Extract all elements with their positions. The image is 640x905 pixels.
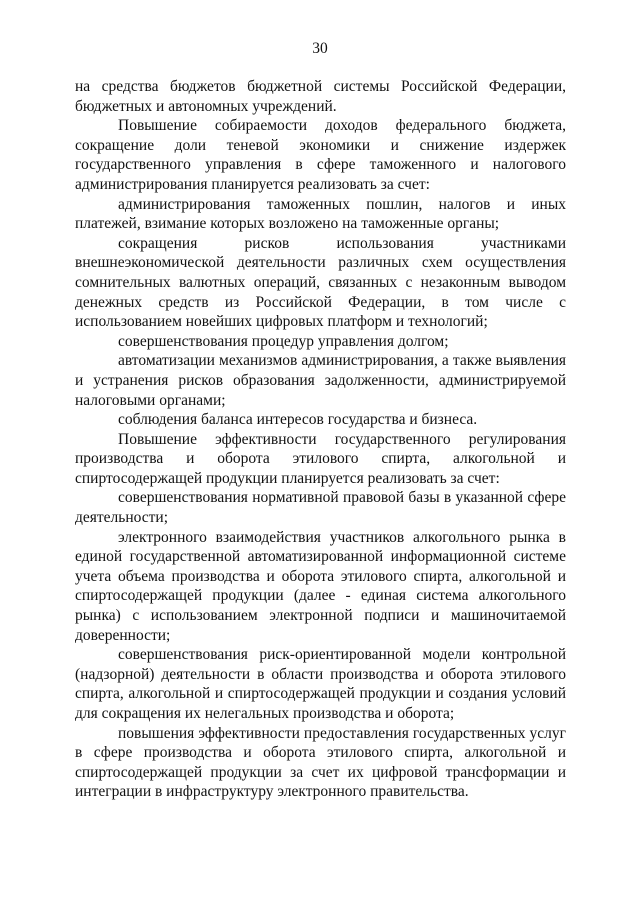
paragraph-debt-management: совершенствования процедур управления долгом;	[118, 332, 449, 350]
paragraph-risk-oriented-model: совершенствования риск-ориентированной модели контрольной (надзорной) деятельности в области производства и оборота этилового спирта, алкогольной и спиртосодержащей продукции и создания условий для сокращения их нелегальных производства и оборота;	[75, 646, 566, 722]
paragraph-legal-framework: совершенствования нормативной правовой базы в указанной сфере деятельности;	[75, 489, 566, 527]
paragraph-customs-duties: администрирования таможенных пошлин, налогов и иных платежей, взимание которых возложено на таможенные органы;	[75, 195, 566, 233]
paragraph-currency-risks: сокращения рисков использования участниками внешнеэкономической деятельности различных схем осуществления сомнительных валютных операций, связанных с незаконным выводом денежных средств из Российской Федерации, в том числе с использованием новейших цифровых платформ и технологий;	[75, 234, 566, 331]
paragraph-automation: автоматизации механизмов администрирования, а также выявления и устранения рисков образования задолженности, администрируемой налоговыми органами;	[75, 352, 566, 409]
paragraph-public-services: повышения эффективности предоставления государственных услуг в сфере производства и оборота этилового спирта, алкогольной и спиртосодержащей продукции за счет их цифровой трансформации и интеграции в инфраструктуру электронного правительства.	[75, 724, 566, 801]
paragraph-electronic-interaction: электронного взаимодействия участников алкогольного рынка в единой государственной автоматизированной информационной системе учета объема производства и оборота этилового спирта, алкогольной и спиртосодержащей продукции (далее - единая система алкогольного рынка) с использованием электронной подписи и машиночитаемой доверенности;	[75, 528, 566, 644]
paragraph-customs-tax-intro: Повышение собираемости доходов федерального бюджета, сокращение доли теневой экономики и снижение издержек государственного управления в сфере таможенного и налогового администрирования планируется реализовать за счет:	[75, 117, 566, 193]
paragraph-balance-interests: соблюдения баланса интересов государства и бизнеса.	[118, 411, 478, 429]
paragraph-alcohol-regulation-intro: Повышение эффективности государственного регулирования производства и оборота этилового спирта, алкогольной и спиртосодержащей продукции планируется реализовать за счет:	[75, 430, 566, 487]
document-body	[75, 77, 566, 802]
paragraph-continuation: на средства бюджетов бюджетной системы Российской Федерации, бюджетных и автономных учреждений.	[75, 78, 566, 115]
page-number: 30	[312, 40, 328, 57]
